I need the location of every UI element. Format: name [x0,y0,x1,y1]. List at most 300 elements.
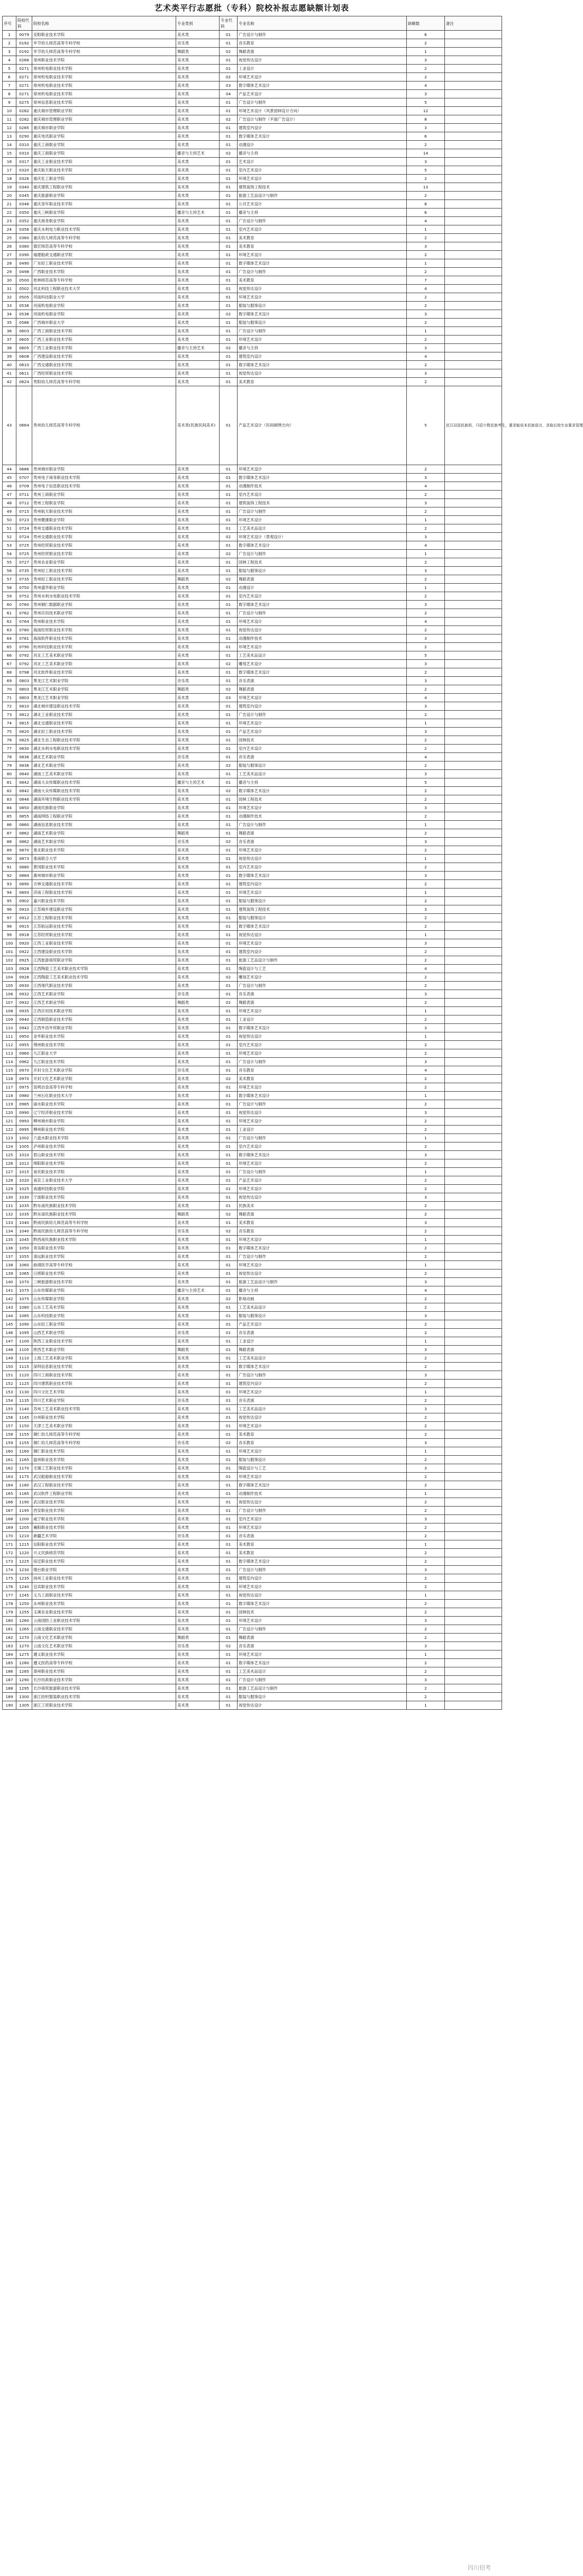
cell-school-code: 0586 [16,319,32,327]
cell-major-name: 美术教育 [238,1219,407,1227]
cell-shortfall: 3 [407,1151,445,1159]
cell-shortfall: 3 [407,770,445,778]
cell-major-code: 02 [220,48,238,56]
cell-category: 美术类 [176,1168,220,1176]
cell-seq: 179 [3,1608,16,1617]
cell-major-name: 音乐表演 [238,1642,407,1650]
cell-school-code: 0735 [16,575,32,584]
cell-shortfall: 2 [407,378,445,386]
cell-seq: 126 [3,1159,16,1168]
cell-major-name: 建筑室内设计 [238,948,407,956]
cell-major-name: 环境艺术设计 [238,1447,407,1456]
cell-school-code: 0810 [16,702,32,711]
table-row [3,1693,502,1701]
cell-seq: 20 [3,192,16,200]
cell-note [445,1388,502,1396]
cell-note [445,880,502,888]
cell-school-name: 河北软件职业技术学院 [32,668,176,677]
cell-note [445,939,502,948]
table-row [3,931,502,939]
cell-major-code: 01 [220,1185,238,1193]
cell-major-name: 视觉传达设计 [238,1498,407,1507]
cell-major-code: 01 [220,499,238,507]
cell-category: 音乐类 [176,990,220,999]
cell-category: 美术类 [176,787,220,795]
cell-note [445,872,502,880]
table-row [3,386,502,465]
cell-shortfall: 2 [407,1430,445,1439]
cell-major-name: 室内艺术设计 [238,491,407,499]
cell-seq: 34 [3,310,16,319]
cell-seq: 97 [3,914,16,922]
cell-shortfall: 1 [407,1388,445,1396]
cell-note [445,302,502,310]
cell-shortfall: 3 [407,1193,445,1202]
cell-major-name: 服装与服饰设计 [238,302,407,310]
table-row [3,344,502,352]
cell-category: 美术类 [176,1142,220,1151]
cell-category: 美术类 [176,378,220,386]
cell-category: 美术类 [176,1498,220,1507]
cell-school-name: 山西艺术职业学院 [32,1329,176,1337]
cell-school-code: 0735 [16,567,32,575]
cell-note [445,352,502,361]
cell-school-code: 1035 [16,1202,32,1210]
cell-note [445,344,502,352]
cell-note [445,888,502,897]
cell-note [445,310,502,319]
cell-seq: 169 [3,1523,16,1532]
cell-seq: 73 [3,711,16,719]
cell-note [445,838,502,846]
cell-major-name: 舞蹈表演 [238,1634,407,1642]
cell-major-code: 01 [220,268,238,276]
cell-major-code: 01 [220,1193,238,1202]
cell-school-code: 0836 [16,753,32,761]
cell-seq: 132 [3,1210,16,1219]
cell-note [445,1269,502,1278]
table-row [3,761,502,770]
cell-school-code: 0725 [16,550,32,558]
cell-shortfall: 2 [407,507,445,516]
cell-school-name: 江苏航运职业技术学院 [32,922,176,931]
table-row [3,677,502,685]
cell-school-code: 1025 [16,1185,32,1193]
cell-major-code: 01 [220,1396,238,1405]
cell-note [445,728,502,736]
cell-school-name: 毕节幼儿师范高等专科学校 [32,39,176,48]
cell-major-code: 01 [220,39,238,48]
cell-school-code: 1050 [16,1244,32,1253]
cell-major-name: 室内艺术设计 [238,863,407,872]
cell-major-name: 美术教育 [238,276,407,285]
cell-major-code: 01 [220,183,238,192]
cell-school-code: 1255 [16,1608,32,1617]
cell-note [445,931,502,939]
cell-note [445,965,502,973]
cell-category: 美术类 [176,982,220,990]
cell-category: 美术类 [176,31,220,39]
cell-seq: 96 [3,905,16,914]
cell-shortfall: 1 [407,550,445,558]
cell-seq: 130 [3,1193,16,1202]
table-row [3,584,502,592]
cell-seq: 26 [3,242,16,251]
cell-note [445,812,502,821]
cell-seq: 102 [3,956,16,965]
cell-school-code: 0709 [16,482,32,491]
cell-category: 美术类 [176,200,220,208]
cell-major-code: 02 [220,1210,238,1219]
cell-seq: 17 [3,166,16,175]
cell-school-name: 清远职业技术学院 [32,1253,176,1261]
cell-note [445,1278,502,1286]
table-row [3,175,502,183]
cell-seq: 131 [3,1202,16,1210]
table-row [3,567,502,575]
cell-major-name: 美术教育 [238,1075,407,1083]
cell-note [445,1523,502,1532]
cell-school-name: 四川艺术职业学院 [32,1396,176,1405]
cell-major-code: 01 [220,1464,238,1473]
cell-major-name: 环境艺术设计 [238,1083,407,1092]
table-row [3,838,502,846]
cell-category: 美术类 [176,745,220,753]
cell-major-code: 01 [220,618,238,626]
cell-seq: 180 [3,1617,16,1625]
cell-major-name: 环境艺术设计 [238,1261,407,1269]
cell-school-code: 1165 [16,1456,32,1464]
cell-school-name: 常州机电职业技术学院 [32,73,176,81]
cell-note [445,1676,502,1684]
cell-major-name: 环境艺术设计 [238,888,407,897]
cell-seq: 63 [3,626,16,634]
cell-seq: 142 [3,1295,16,1303]
table-row [3,507,502,516]
cell-school-name: 南京工业职业技术大学 [32,1176,176,1185]
cell-school-name: 襄阳职业技术学院 [32,1523,176,1532]
cell-category: 美术类 [176,1557,220,1566]
cell-school-name: 江西艺术职业学院 [32,990,176,999]
cell-shortfall: 2 [407,1049,445,1058]
table-row [3,1583,502,1591]
cell-note [445,1320,502,1329]
cell-shortfall: 2 [407,73,445,81]
cell-note [445,369,502,378]
cell-note [445,736,502,745]
cell-category: 美术类 [176,1236,220,1244]
cell-seq: 16 [3,158,16,166]
cell-category: 舞蹈类 [176,999,220,1007]
cell-major-code: 02 [220,999,238,1007]
cell-shortfall: 2 [407,293,445,302]
cell-category: 美术类 [176,1456,220,1464]
cell-school-code: 1230 [16,1566,32,1574]
table-row [3,192,502,200]
cell-seq: 3 [3,48,16,56]
table-row [3,973,502,982]
table-row [3,846,502,855]
cell-category: 美术类 [176,327,220,335]
cell-school-name: 重庆建筑工程职业学院 [32,183,176,192]
table-row [3,1396,502,1405]
cell-major-name: 广告设计与制作 [238,982,407,990]
cell-school-code: 0536 [16,302,32,310]
cell-category: 美术类 [176,1464,220,1473]
cell-major-code: 01 [220,1625,238,1634]
cell-seq: 40 [3,361,16,369]
cell-shortfall: 2 [407,1659,445,1667]
table-row [3,1371,502,1380]
cell-school-name: 江苏经贸职业技术学院 [32,931,176,939]
cell-school-code: 0985 [16,1100,32,1109]
cell-shortfall: 4 [407,285,445,293]
cell-shortfall: 3 [407,56,445,65]
cell-school-code: 0960 [16,1049,32,1058]
cell-shortfall: 3 [407,1676,445,1684]
cell-major-name: 数字媒体艺术设计 [238,1481,407,1490]
cell-school-name: 江西陶瓷工艺美术职业技术学院 [32,973,176,982]
cell-major-code: 02 [220,575,238,584]
cell-major-name: 广告设计与制作 [238,327,407,335]
cell-major-name: 工艺美术品设计 [238,524,407,533]
cell-major-name: 雕刻艺术设计 [238,973,407,982]
cell-major-code: 01 [220,1388,238,1396]
cell-school-name: 河南机电职业学院 [32,302,176,310]
table-row [3,1354,502,1363]
cell-school-name: 信阳职业技术学院 [32,1540,176,1549]
cell-school-code: 0880 [16,863,32,872]
cell-major-code: 01 [220,592,238,601]
cell-seq: 150 [3,1363,16,1371]
cell-category: 舞蹈类 [176,575,220,584]
cell-school-name: 湖北艺术职业学院 [32,761,176,770]
cell-major-name: 视觉传达设计 [238,1591,407,1600]
cell-note [445,465,502,474]
cell-major-name: 数字媒体艺术设计 [238,922,407,931]
cell-school-code: 1085 [16,1312,32,1320]
cell-seq: 140 [3,1278,16,1286]
cell-category: 美术类 [176,1295,220,1303]
cell-school-code: 1235 [16,1574,32,1583]
cell-major-code: 01 [220,1447,238,1456]
cell-category: 美术类 [176,1219,220,1227]
cell-category: 美术类 [176,141,220,149]
cell-school-name: 遵义职业技术学院 [32,1650,176,1659]
cell-note [445,107,502,115]
cell-major-code: 01 [220,1202,238,1210]
cell-school-name: 吉林交通职业技术学院 [32,880,176,888]
cell-note [445,558,502,567]
cell-major-name: 工艺美术品设计 [238,1667,407,1676]
table-row [3,609,502,618]
cell-major-name: 舞蹈表演 [238,48,407,56]
cell-note [445,1041,502,1049]
cell-category: 美术类 [176,1244,220,1253]
cell-school-code: 0803 [16,677,32,685]
cell-note [445,132,502,141]
cell-shortfall: 2 [407,1498,445,1507]
cell-shortfall: 2 [407,524,445,533]
cell-school-name: 重庆航天职业技术学院 [32,166,176,175]
cell-school-code: 1080 [16,1303,32,1312]
cell-school-name: 海南软件职业技术学院 [32,634,176,643]
cell-school-name: 贵州幼儿师范高等专科学校 [32,386,176,465]
cell-seq: 100 [3,939,16,948]
cell-major-name: 工业设计 [238,65,407,73]
cell-category: 美术类 [176,719,220,728]
cell-school-name: 重庆商务职业学院 [32,217,176,225]
cell-major-code: 02 [220,310,238,319]
cell-school-name: 云南文化艺术职业学院 [32,1634,176,1642]
cell-seq: 45 [3,474,16,482]
cell-major-name: 数字媒体艺术设计 [238,872,407,880]
cell-note [445,1591,502,1600]
cell-note [445,124,502,132]
cell-shortfall: 4 [407,217,445,225]
cell-note [445,1337,502,1346]
cell-school-code: 1265 [16,1625,32,1634]
cell-school-code: 1180 [16,1481,32,1490]
cell-major-code: 01 [220,1007,238,1015]
cell-school-code: 1055 [16,1253,32,1261]
cell-school-name: 青岛职业技术学院 [32,1244,176,1253]
cell-seq: 5 [3,65,16,73]
cell-shortfall: 3 [407,838,445,846]
cell-category: 美术类 [176,702,220,711]
cell-note [445,1473,502,1481]
cell-school-name: 黑龙江艺术职业学院 [32,694,176,702]
cell-school-name: 常州机电职业技术学院 [32,65,176,73]
cell-major-name: 舞蹈表演 [238,1210,407,1219]
cell-shortfall: 3 [407,1109,445,1117]
cell-major-code: 01 [220,1515,238,1523]
cell-major-code: 01 [220,668,238,677]
cell-category: 美术类 [176,1024,220,1032]
cell-school-name: 南通科技职业学院 [32,1185,176,1193]
cell-shortfall: 2 [407,1684,445,1693]
cell-seq: 9 [3,98,16,107]
cell-major-code: 01 [220,234,238,242]
cell-category: 美术类 [176,770,220,778]
cell-seq: 114 [3,1058,16,1066]
cell-school-name: 贵州经贸职业技术学院 [32,541,176,550]
cell-major-name: 旅游工艺品设计与制作 [238,192,407,200]
table-row [3,601,502,609]
cell-major-code: 01 [220,1312,238,1320]
cell-major-name: 环境艺术设计 [238,939,407,948]
cell-seq: 113 [3,1049,16,1058]
table-row [3,626,502,634]
cell-shortfall: 2 [407,1396,445,1405]
cell-category: 美术类 [176,592,220,601]
table-row [3,1608,502,1617]
cell-note [445,141,502,149]
cell-seq: 165 [3,1490,16,1498]
cell-shortfall: 8 [407,200,445,208]
cell-seq: 65 [3,643,16,651]
cell-major-name: 视觉传达设计 [238,1701,407,1710]
cell-note [445,846,502,855]
cell-shortfall: 2 [407,863,445,872]
cell-school-code: 0932 [16,999,32,1007]
cell-school-code: 1160 [16,1447,32,1456]
cell-category: 美术类 [176,90,220,98]
cell-major-code: 01 [220,1346,238,1354]
cell-shortfall: 2 [407,609,445,618]
cell-category: 美术类 [176,1430,220,1439]
cell-category: 美术类 [176,601,220,609]
cell-note [445,1490,502,1498]
cell-shortfall: 6 [407,31,445,39]
cell-school-name: 贵州经贸职业技术学院 [32,550,176,558]
cell-note [445,1193,502,1202]
cell-seq: 28 [3,259,16,268]
cell-category: 美术类 [176,1591,220,1600]
cell-note [445,1684,502,1693]
cell-school-code: 1075 [16,1286,32,1295]
cell-school-code: 0727 [16,558,32,567]
cell-school-code: 0608 [16,352,32,361]
cell-seq: 33 [3,302,16,310]
cell-note [445,973,502,982]
cell-seq: 98 [3,922,16,931]
table-row [3,787,502,795]
cell-seq: 144 [3,1312,16,1320]
cell-major-code: 01 [220,1253,238,1261]
table-row [3,1049,502,1058]
cell-school-name: 云南国防工业职业技术学院 [32,1617,176,1625]
cell-major-name: 数字媒体艺术设计 [238,1557,407,1566]
cell-major-code: 01 [220,609,238,618]
cell-shortfall: 2 [407,361,445,369]
cell-note [445,1210,502,1219]
cell-school-code: 1190 [16,1498,32,1507]
cell-note [445,1066,502,1075]
table-row [3,745,502,753]
cell-school-name: 江苏城乡建设职业学院 [32,905,176,914]
cell-school-code: 0346 [16,200,32,208]
table-row [3,643,502,651]
cell-school-code: 0360 [16,234,32,242]
cell-note [445,1024,502,1032]
cell-school-code: 1195 [16,1507,32,1515]
cell-note [445,48,502,56]
cell-shortfall: 3 [407,1515,445,1523]
cell-major-code: 01 [220,1286,238,1295]
cell-major-code: 01 [220,601,238,609]
cell-note [445,702,502,711]
cell-note [445,31,502,39]
cell-shortfall: 1 [407,719,445,728]
cell-shortfall: 2 [407,302,445,310]
cell-major-name: 环境艺术设计 [238,1388,407,1396]
cell-category: 美术类 [176,567,220,575]
cell-school-code: 1225 [16,1557,32,1566]
cell-note [445,1109,502,1117]
cell-shortfall: 3 [407,124,445,132]
cell-note [445,1540,502,1549]
cell-category: 美术类 [176,1320,220,1329]
cell-school-code: 1155 [16,1430,32,1439]
table-row [3,107,502,115]
cell-school-code: 0803 [16,694,32,702]
cell-major-code: 01 [220,302,238,310]
cell-category: 美术类 [176,1354,220,1363]
cell-major-code: 01 [220,719,238,728]
cell-shortfall: 8 [407,115,445,124]
table-row [3,1532,502,1540]
